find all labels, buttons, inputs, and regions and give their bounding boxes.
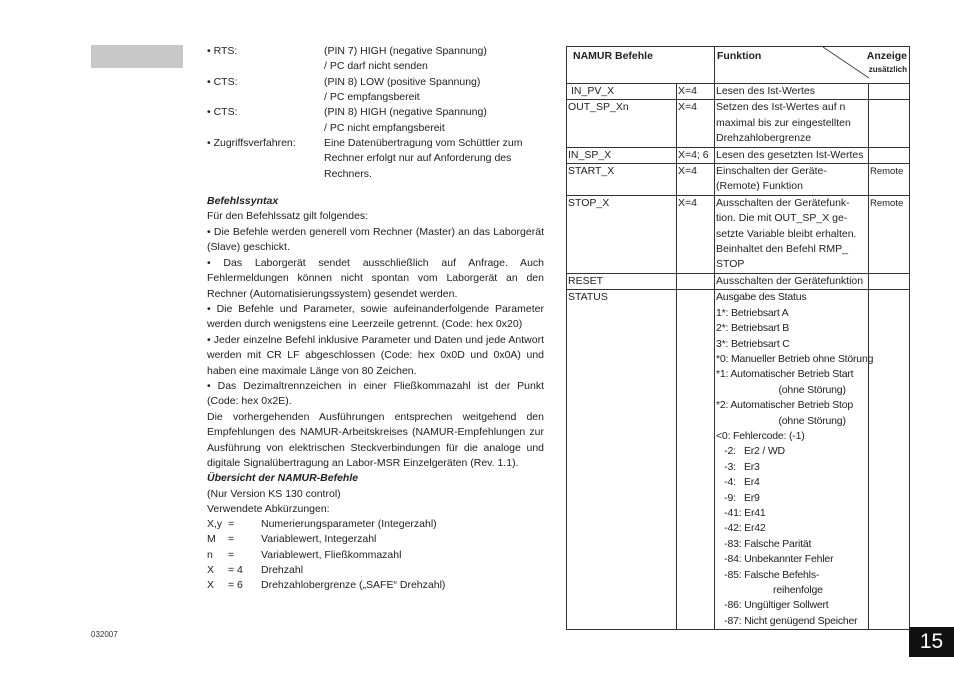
cell-command: OUT_SP_Xn (567, 100, 677, 147)
abbr-eq: = (228, 533, 235, 545)
syntax-paragraph: • Die Befehle werden generell vom Rechner (Master) an das Laborgerät (Slave) geschickt. (207, 226, 544, 254)
interface-value: / PC empfangsbereit (324, 91, 420, 103)
syntax-paragraph: Die vorhergehenden Ausführungen entsprechen weitgehend den Empfehlungen des NAMUR-Arbeitskreises (NAMUR-Empfehlungen zur Ausführung von elektrischen Steckverbindungen für die analoge und digitale Signalübertragung an Labor-MSR Einzelgeräten (Rev. 1.1). (207, 411, 544, 470)
interface-value: Rechners. (324, 168, 372, 180)
cell-command: RESET (567, 273, 677, 289)
cell-display (869, 100, 910, 147)
abbr-key: n (207, 549, 213, 561)
cell-display: Remote (869, 195, 910, 273)
abbr-desc: Numerierungsparameter (Integerzahl) (261, 518, 437, 530)
cell-function: Ausgabe des Status 1*: Betriebsart A 2*: Betriebsart B 3*: Betriebsart C *0: Manueller Betrieb ohne Störung *1: Automatischer Betrieb Start (ohne Störung) *2: Automatischer Betrieb Stop (ohne Störung) <0: Fehlercode: (-1) -2: Er2 / WD -3: Er3 -4: Er4 -9: Er9 -41: Er41 -42: Er42 -83: Falsche Parität -84: Unbekannter Fehler -85: Falsche Befehls- reihenfolge -86: Ungültiger Sollwert -87: Nicht genügend Speicher (715, 290, 869, 630)
cell-function: Ausschalten der Gerätefunk- tion. Die mit OUT_SP_X ge- setzte Variable bleibt erhalten. Beinhaltet den Befehl RMP_ STOP (715, 195, 869, 273)
table-row (567, 100, 910, 147)
table-row (567, 147, 910, 163)
cell-parameter: X=4 (677, 195, 715, 273)
abbr-desc: Drehzahl (261, 564, 304, 576)
abbr-key: X (207, 579, 215, 591)
syntax-paragraph: • Das Dezimaltrennzeichen in einer Fließkommazahl ist der Punkt (Code: hex 0x2E). (207, 380, 544, 408)
abbr-eq: = (228, 518, 235, 530)
interface-value: (PIN 7) HIGH (negative Spannung) (324, 45, 487, 57)
cell-display (869, 147, 910, 163)
abbr-key: M (207, 533, 216, 545)
cell-function: Lesen des Ist-Wertes (715, 84, 869, 100)
interface-label: • CTS: (207, 106, 238, 118)
cell-command: IN_PV_X (567, 84, 677, 100)
abbr-key: X,y (207, 518, 223, 530)
cell-parameter (677, 273, 715, 289)
section-tab (91, 45, 183, 68)
cell-command: STOP_X (567, 195, 677, 273)
cell-display: Remote (869, 164, 910, 196)
table-row (567, 84, 910, 100)
header-display: Anzeige (866, 50, 907, 62)
cell-parameter: X=4 (677, 84, 715, 100)
interface-value: Rechner erfolgt nur auf Anforderung des (324, 152, 512, 164)
cell-command: STATUS (567, 290, 677, 630)
abbr-eq: = 4 (228, 564, 243, 576)
header-function: Funktion (717, 50, 762, 62)
syntax-intro: Für den Befehlssatz gilt folgendes: (207, 210, 369, 222)
cell-parameter: X=4 (677, 100, 715, 147)
footer-code: 032007 (91, 630, 118, 639)
interface-label: • CTS: (207, 76, 238, 88)
cell-parameter: X=4 (677, 164, 715, 196)
cell-function: Ausschalten der Gerätefunktion (715, 273, 869, 289)
cell-function: Einschalten der Geräte- (Remote) Funktion (715, 164, 869, 196)
syntax-paragraph: • Die Befehle und Parameter, sowie aufeinanderfolgende Parameter werden durch wenigstens eine Leerzeile getrennt. (Code: hex 0x20) (207, 303, 544, 331)
interface-value: / PC darf nicht senden (324, 60, 428, 72)
cell-function: Setzen des Ist-Wertes auf n maximal bis zur eingestellten Drehzahlobergrenze (715, 100, 869, 147)
cell-function: Lesen des gesetzten Ist-Wertes (715, 147, 869, 163)
header-function-display (715, 47, 910, 84)
table-row (567, 290, 910, 630)
interface-value: (PIN 8) HIGH (negative Spannung) (324, 106, 487, 118)
table-row (567, 164, 910, 196)
cell-parameter (677, 290, 715, 630)
header-commands: NAMUR Befehle (567, 47, 715, 84)
abbr-key: X (207, 564, 215, 576)
abbr-eq: = 6 (228, 579, 243, 591)
cell-parameter: X=4; 6 (677, 147, 715, 163)
interface-label: • RTS: (207, 45, 238, 57)
namur-command-table (566, 46, 910, 630)
cell-display (869, 273, 910, 289)
overview-version: (Nur Version KS 130 control) (207, 488, 341, 500)
abbr-desc: Variablewert, Fließkommazahl (261, 549, 402, 561)
abbr-title: Verwendete Abkürzungen: (207, 503, 330, 515)
cell-command: START_X (567, 164, 677, 196)
syntax-paragraph: • Das Laborgerät sendet ausschließlich auf Anfrage. Auch Fehlermeldungen können nicht spontan vom Laborgerät an den Rechner (Automatisierungssystem) gesendet werden. (207, 257, 544, 300)
interface-label: • Zugriffsverfahren: (207, 137, 296, 149)
syntax-paragraph: • Jeder einzelne Befehl inklusive Parameter und Daten und jede Antwort werden mit CR LF abgeschlossen (Code: hex 0x0D und 0x0A) und haben eine maximale Länge von 80 Zeichen. (207, 334, 544, 377)
interface-value: Eine Datenübertragung vom Schüttler zum (324, 137, 523, 149)
abbr-desc: Variablewert, Integerzahl (261, 533, 377, 545)
overview-heading: Übersicht der NAMUR-Befehle (207, 472, 359, 484)
interface-value: / PC nicht empfangsbereit (324, 122, 445, 134)
table-header-row (567, 47, 910, 84)
page-number: 15 (909, 627, 954, 657)
interface-value: (PIN 8) LOW (positive Spannung) (324, 76, 481, 88)
table-row (567, 273, 910, 289)
cell-display (869, 290, 910, 630)
abbr-eq: = (228, 549, 235, 561)
cell-command: IN_SP_X (567, 147, 677, 163)
header-display-sub: zusätzlich (868, 65, 907, 74)
syntax-heading: Befehlssyntax (207, 195, 279, 207)
table-row (567, 195, 910, 273)
abbr-desc: Drehzahlobergrenze („SAFE“ Drehzahl) (261, 579, 446, 591)
cell-display (869, 84, 910, 100)
